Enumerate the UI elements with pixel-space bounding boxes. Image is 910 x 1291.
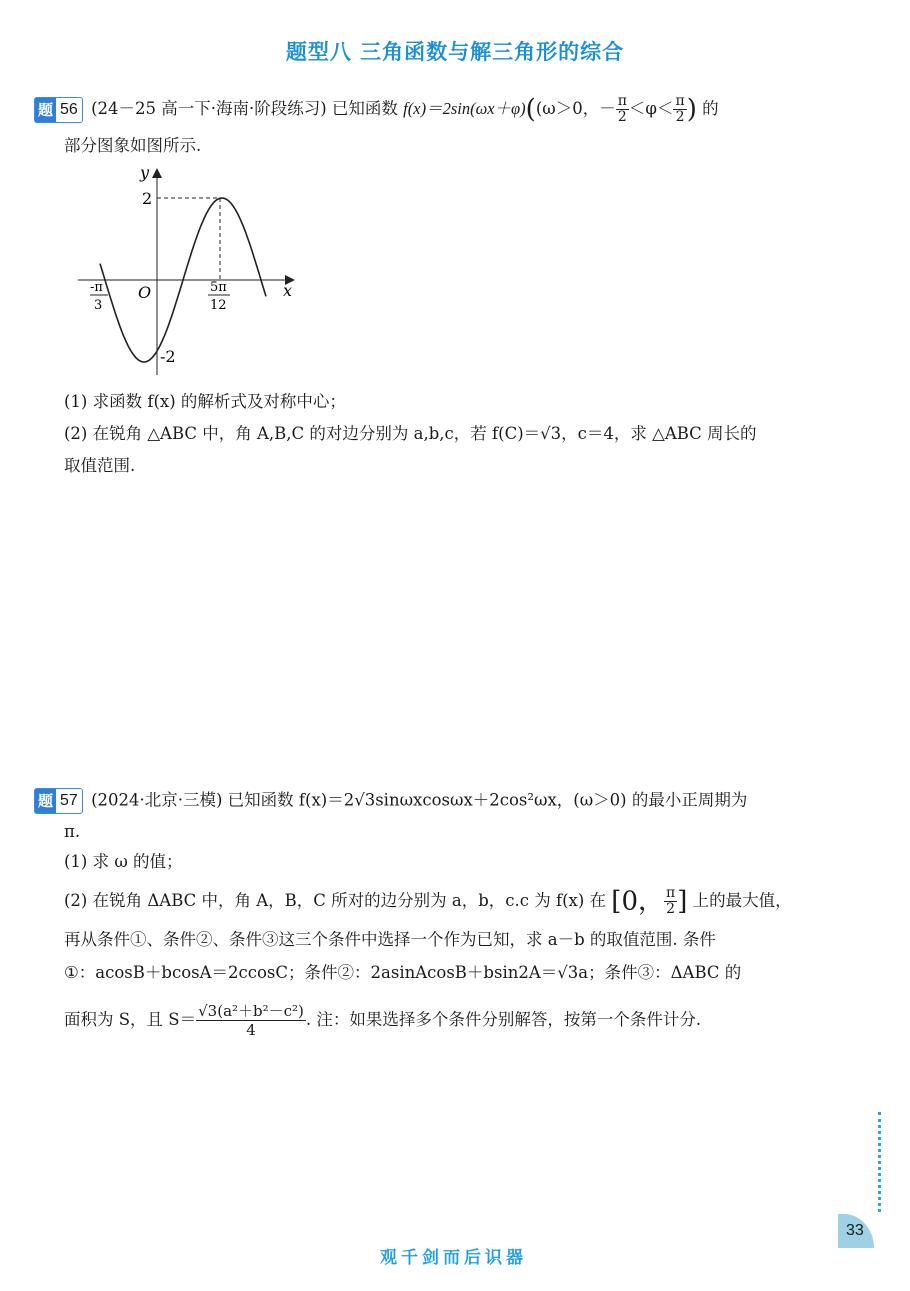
q57-line3: 再从条件①、条件②、条件③这三个条件中选择一个作为已知，求 a－b 的取值范围. 条件 bbox=[64, 930, 716, 949]
section-title: 题型八 三角函数与解三角形的综合 bbox=[285, 40, 625, 64]
x-label: x bbox=[283, 281, 293, 300]
q57-line4: ①：acosB＋bcosA＝2ccosC；条件②：2asinAcosB＋bsin2A＝√3a；条件③：ΔABC 的 bbox=[64, 963, 742, 982]
q56-badge: 题 56 bbox=[34, 97, 83, 123]
y-label: y bbox=[140, 163, 150, 182]
q57-part1: (1) 求 ω 的值； bbox=[64, 852, 183, 871]
x-left-num: -π bbox=[90, 280, 103, 295]
footer-motto: 观千剑而后识器 bbox=[380, 1248, 527, 1268]
q57-badge: 题 57 bbox=[34, 788, 83, 814]
x-peak-den: 12 bbox=[210, 298, 227, 313]
decorative-dots bbox=[878, 1112, 884, 1212]
page-number: 33 bbox=[838, 1214, 874, 1248]
q56-function-graph bbox=[78, 160, 308, 380]
q56-part2: (2) 在锐角 △ABC 中，角 A,B,C 的对边分别为 a,b,c，若 f(C)＝√3，c＝4，求 △ABC 周长的 bbox=[64, 424, 757, 443]
q57-part2: (2) 在锐角 ΔABC 中，角 A，B，C 所对的边分别为 a，b，c.c 为 f(x) 在 [0， $\frac{\pi}{2}$ ] 上的最大值， bbox=[64, 885, 792, 917]
q56-stem: 题 56 (24－25 高一下·海南·阶段练习) 已知函数 f(x)＝2sin(ωx＋φ)((ω＞0，－ $\frac{\pi}{2}$ ＜φ＜ $\frac{\pi}{2}$ ) 的 bbox=[34, 94, 719, 125]
q57-line5: 面积为 S，且 S＝ $\frac{\text{√3(a²＋b²－c²)}}{4}$ . 注：如果选择多个条件分别解答，按第一个条件计分. bbox=[64, 1002, 702, 1039]
x-left-den: 3 bbox=[94, 298, 103, 313]
origin-label: O bbox=[138, 283, 152, 302]
q56-part2-line2: 取值范围. bbox=[64, 456, 136, 475]
y-axis-arrow bbox=[152, 168, 162, 178]
x-peak-num: 5π bbox=[210, 280, 227, 295]
q57-stem-line2: π. bbox=[64, 822, 81, 841]
q57-stem: 题 57 (2024·北京·三模) 已知函数 f(x)＝2√3sinωxcosωx＋2cos²ωx，(ω＞0) 的最小正周期为 bbox=[34, 788, 747, 814]
q56-stem-line2: 部分图象如图所示. bbox=[64, 136, 202, 155]
y-max-label: 2 bbox=[142, 189, 153, 208]
y-min-label: -2 bbox=[160, 347, 176, 366]
q56-part1: (1) 求函数 f(x) 的解析式及对称中心； bbox=[64, 392, 346, 411]
